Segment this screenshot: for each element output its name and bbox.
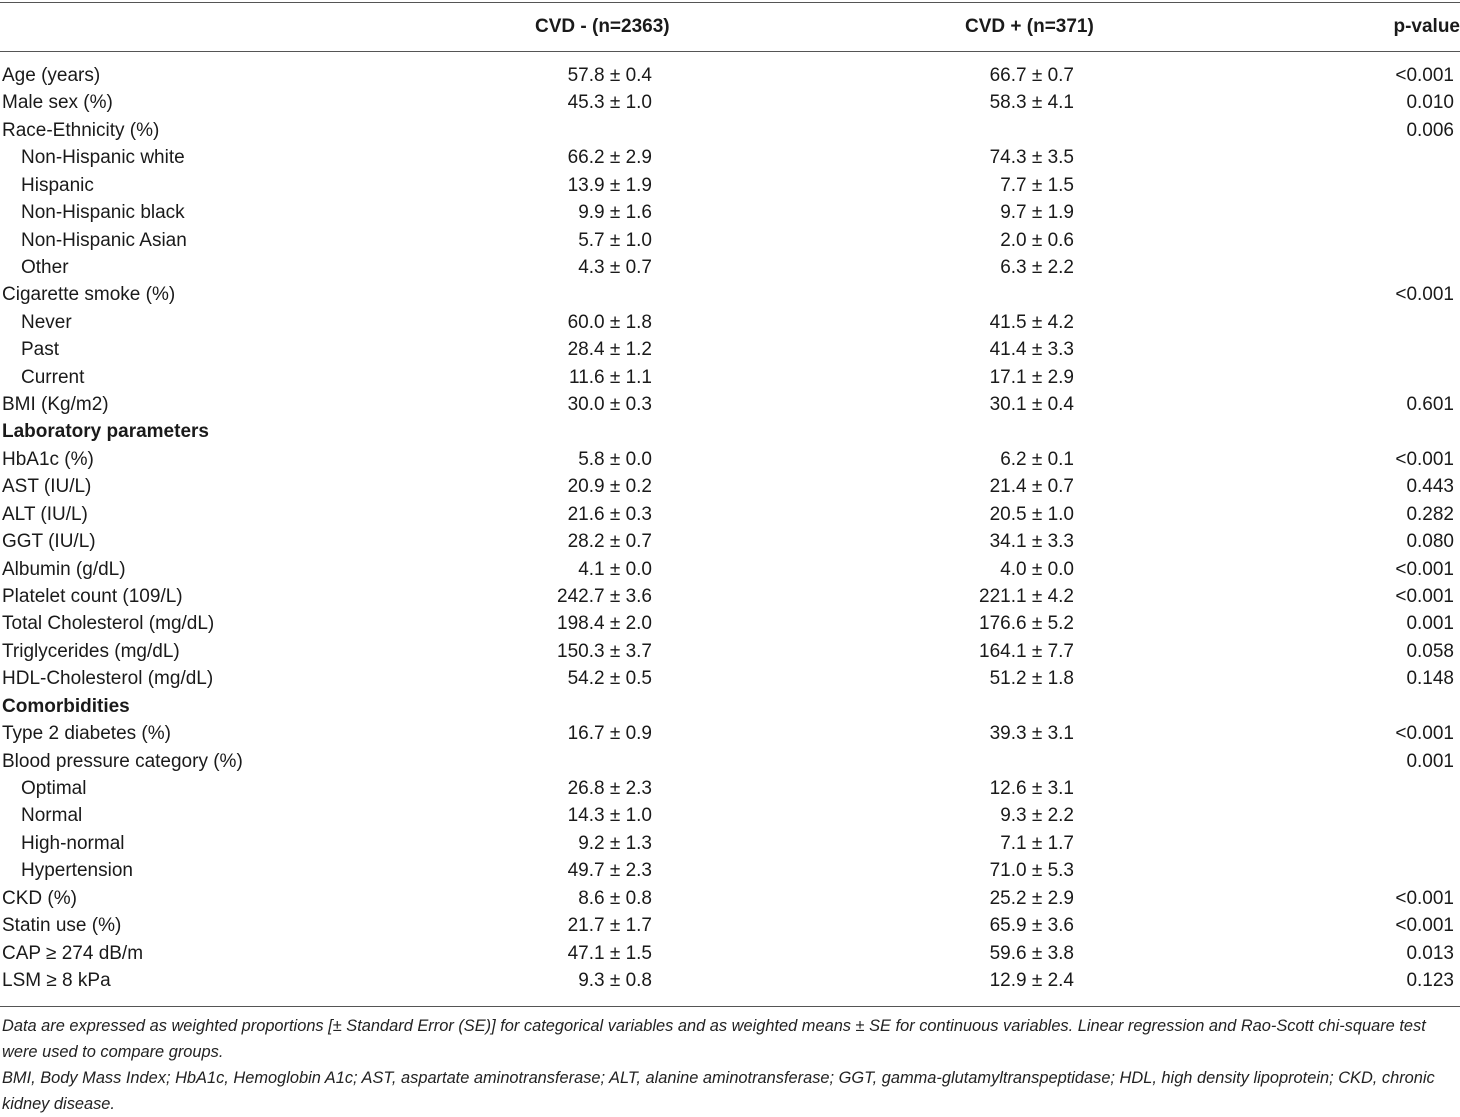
row-label: BMI (Kg/m2) xyxy=(2,394,109,416)
cvd-positive-value: 12.9 ± 2.4 xyxy=(989,969,1074,991)
cvd-positive-value: 58.3 ± 4.1 xyxy=(989,92,1074,114)
p-value: 0.443 xyxy=(1406,476,1454,498)
row-label: AST (IU/L) xyxy=(2,476,92,498)
table-row xyxy=(0,802,1460,829)
row-label: Optimal xyxy=(21,777,87,799)
cvd-positive-value: 9.7 ± 1.9 xyxy=(1000,202,1074,224)
p-value: <0.001 xyxy=(1395,284,1454,306)
table-row xyxy=(0,336,1460,363)
cvd-negative-value: 5.7 ± 1.0 xyxy=(578,229,652,251)
cvd-negative-value: 11.6 ± 1.1 xyxy=(569,366,652,388)
row-label: Never xyxy=(21,311,72,333)
table-row xyxy=(0,940,1460,967)
row-label: High-normal xyxy=(21,832,125,854)
cvd-positive-value: 65.9 ± 3.6 xyxy=(989,915,1074,937)
cvd-negative-value: 30.0 ± 0.3 xyxy=(567,394,652,416)
p-value: 0.013 xyxy=(1406,942,1454,964)
row-label: Race-Ethnicity (%) xyxy=(2,119,160,141)
cvd-positive-value: 66.7 ± 0.7 xyxy=(989,65,1074,86)
cvd-positive-value: 164.1 ± 7.7 xyxy=(979,640,1074,662)
cvd-negative-value: 198.4 ± 2.0 xyxy=(557,613,652,635)
row-label: Type 2 diabetes (%) xyxy=(2,723,171,745)
table-row xyxy=(0,830,1460,857)
p-value: <0.001 xyxy=(1395,723,1454,745)
p-value: 0.001 xyxy=(1406,613,1454,635)
p-value: <0.001 xyxy=(1395,65,1454,86)
row-label: Statin use (%) xyxy=(2,915,122,937)
table-row xyxy=(0,254,1460,281)
row-label: Age (years) xyxy=(2,65,101,86)
header-cvd-positive: CVD + (n=371) xyxy=(965,16,1094,37)
row-label: Total Cholesterol (mg/dL) xyxy=(2,613,215,635)
cvd-negative-value: 16.7 ± 0.9 xyxy=(567,723,652,745)
row-label: Past xyxy=(21,339,60,361)
table-row xyxy=(0,364,1460,391)
cvd-negative-value: 21.7 ± 1.7 xyxy=(567,915,652,937)
footnote-abbreviations: BMI, Body Mass Index; HbA1c, Hemoglobin A1c; AST, aspartate aminotransferase; ALT, alanine aminotransferase; GGT, gamma-glutamyltranspeptidase; HDL, high density lipoprotein; CKD, chronic kidney disease. xyxy=(2,1069,1435,1113)
cvd-positive-value: 6.3 ± 2.2 xyxy=(1000,256,1074,278)
section-heading-row xyxy=(0,418,1460,445)
table-row xyxy=(0,556,1460,583)
cvd-positive-value: 176.6 ± 5.2 xyxy=(979,613,1074,635)
table-row xyxy=(0,446,1460,473)
table-row xyxy=(0,62,1460,89)
row-label: Non-Hispanic white xyxy=(21,147,185,169)
cvd-negative-value: 54.2 ± 0.5 xyxy=(567,668,652,690)
row-label: ALT (IU/L) xyxy=(2,503,88,525)
p-value: 0.001 xyxy=(1406,750,1454,772)
p-value: <0.001 xyxy=(1395,558,1454,580)
cvd-negative-value: 8.6 ± 0.8 xyxy=(578,887,652,909)
row-label: Platelet count (109/L) xyxy=(2,586,183,608)
row-label: HDL-Cholesterol (mg/dL) xyxy=(2,668,214,690)
p-value: 0.006 xyxy=(1406,119,1454,141)
header-cvd-negative: CVD - (n=2363) xyxy=(535,16,670,37)
table-row xyxy=(0,610,1460,637)
cvd-negative-value: 4.1 ± 0.0 xyxy=(578,558,652,580)
table-row xyxy=(0,912,1460,939)
row-label: Normal xyxy=(21,805,83,827)
cvd-positive-value: 39.3 ± 3.1 xyxy=(989,723,1074,745)
cvd-positive-value: 12.6 ± 3.1 xyxy=(989,777,1074,799)
cvd-positive-value: 74.3 ± 3.5 xyxy=(989,147,1074,169)
p-value: 0.080 xyxy=(1406,531,1454,553)
table-row xyxy=(0,309,1460,336)
table-row xyxy=(0,227,1460,254)
cvd-negative-value: 45.3 ± 1.0 xyxy=(567,92,652,114)
p-value: <0.001 xyxy=(1395,448,1454,470)
row-label: GGT (IU/L) xyxy=(2,531,96,553)
cvd-negative-value: 9.3 ± 0.8 xyxy=(578,969,652,991)
cvd-negative-value: 28.4 ± 1.2 xyxy=(567,339,652,361)
cvd-negative-value: 47.1 ± 1.5 xyxy=(567,942,652,964)
cvd-positive-value: 59.6 ± 3.8 xyxy=(989,942,1074,964)
cvd-negative-value: 21.6 ± 0.3 xyxy=(567,503,652,525)
p-value: <0.001 xyxy=(1395,586,1454,608)
row-label: Hypertension xyxy=(21,860,133,882)
cvd-negative-value: 26.8 ± 2.3 xyxy=(567,777,652,799)
cvd-negative-value: 57.8 ± 0.4 xyxy=(567,65,652,86)
cvd-negative-value: 9.2 ± 1.3 xyxy=(578,832,652,854)
row-label: Blood pressure category (%) xyxy=(2,750,243,772)
table-row xyxy=(0,857,1460,884)
table-header-rule xyxy=(0,51,1460,52)
cvd-negative-value: 13.9 ± 1.9 xyxy=(567,174,652,196)
cvd-negative-value: 4.3 ± 0.7 xyxy=(578,256,652,278)
table-row xyxy=(0,391,1460,418)
cvd-positive-value: 17.1 ± 2.9 xyxy=(989,366,1074,388)
row-label: Non-Hispanic Asian xyxy=(21,229,187,251)
row-label: Non-Hispanic black xyxy=(21,202,185,224)
p-value: <0.001 xyxy=(1395,887,1454,909)
cvd-positive-value: 6.2 ± 0.1 xyxy=(1000,448,1074,470)
cvd-negative-value: 242.7 ± 3.6 xyxy=(557,586,652,608)
row-label: Comorbidities xyxy=(2,695,130,717)
cvd-positive-value: 25.2 ± 2.9 xyxy=(989,887,1074,909)
table-row xyxy=(0,638,1460,665)
table-row xyxy=(0,720,1460,747)
cvd-positive-value: 51.2 ± 1.8 xyxy=(989,668,1074,690)
p-value: 0.148 xyxy=(1406,668,1454,690)
p-value: 0.123 xyxy=(1406,969,1454,991)
cvd-positive-value: 4.0 ± 0.0 xyxy=(1000,558,1074,580)
p-value: 0.282 xyxy=(1406,503,1454,525)
table-row xyxy=(0,89,1460,116)
cvd-negative-value: 66.2 ± 2.9 xyxy=(567,147,652,169)
cvd-positive-value: 9.3 ± 2.2 xyxy=(1000,805,1074,827)
row-label: CAP ≥ 274 dB/m xyxy=(2,942,144,964)
table-row xyxy=(0,199,1460,226)
cvd-negative-value: 49.7 ± 2.3 xyxy=(567,860,652,882)
footnote-data-description: Data are expressed as weighted proportions [± Standard Error (SE)] for categorical variables and as weighted means ± SE for continuous variables. Linear regression and Rao-Scott chi-square test were used to compare groups. xyxy=(2,1017,1426,1061)
cvd-negative-value: 150.3 ± 3.7 xyxy=(557,640,652,662)
table-row xyxy=(0,583,1460,610)
row-label: Laboratory parameters xyxy=(2,421,209,443)
table-row xyxy=(0,528,1460,555)
row-label: Cigarette smoke (%) xyxy=(2,284,176,306)
cvd-negative-value: 60.0 ± 1.8 xyxy=(567,311,652,333)
row-label: LSM ≥ 8 kPa xyxy=(2,969,111,991)
cvd-positive-value: 21.4 ± 0.7 xyxy=(989,476,1074,498)
row-label: Triglycerides (mg/dL) xyxy=(2,640,180,662)
table-row xyxy=(0,748,1460,775)
cvd-positive-value: 30.1 ± 0.4 xyxy=(989,394,1074,416)
p-value: 0.601 xyxy=(1406,394,1454,416)
row-label: HbA1c (%) xyxy=(2,448,94,470)
cvd-negative-value: 28.2 ± 0.7 xyxy=(567,531,652,553)
table-row xyxy=(0,775,1460,802)
row-label: Hispanic xyxy=(21,174,94,196)
table-row xyxy=(0,501,1460,528)
section-heading-row xyxy=(0,693,1460,720)
cvd-positive-value: 20.5 ± 1.0 xyxy=(989,503,1074,525)
p-value: 0.010 xyxy=(1406,92,1454,114)
table-bottom-rule xyxy=(0,1006,1460,1007)
cvd-negative-value: 9.9 ± 1.6 xyxy=(578,202,652,224)
p-value: 0.058 xyxy=(1406,640,1454,662)
table-row xyxy=(0,172,1460,199)
table-row xyxy=(0,281,1460,308)
table-row xyxy=(0,885,1460,912)
cvd-positive-value: 34.1 ± 3.3 xyxy=(989,531,1074,553)
row-label: CKD (%) xyxy=(2,887,77,909)
table-row xyxy=(0,665,1460,692)
cvd-positive-value: 41.5 ± 4.2 xyxy=(989,311,1074,333)
cvd-positive-value: 7.1 ± 1.7 xyxy=(1000,832,1074,854)
header-p-value: p-value xyxy=(1393,16,1460,37)
cvd-positive-value: 71.0 ± 5.3 xyxy=(989,860,1074,882)
row-label: Other xyxy=(21,256,69,278)
table-row xyxy=(0,967,1460,994)
row-label: Male sex (%) xyxy=(2,92,113,114)
p-value: <0.001 xyxy=(1395,915,1454,937)
cvd-positive-value: 221.1 ± 4.2 xyxy=(979,586,1074,608)
cvd-negative-value: 5.8 ± 0.0 xyxy=(578,448,652,470)
table-row xyxy=(0,117,1460,144)
table-row xyxy=(0,144,1460,171)
table-top-rule xyxy=(0,2,1460,3)
cvd-positive-value: 2.0 ± 0.6 xyxy=(1000,229,1074,251)
cvd-negative-value: 20.9 ± 0.2 xyxy=(567,476,652,498)
cvd-negative-value: 14.3 ± 1.0 xyxy=(567,805,652,827)
table-body xyxy=(0,62,1460,994)
row-label: Albumin (g/dL) xyxy=(2,558,126,580)
table-row xyxy=(0,473,1460,500)
row-label: Current xyxy=(21,366,85,388)
cvd-positive-value: 41.4 ± 3.3 xyxy=(989,339,1074,361)
cvd-positive-value: 7.7 ± 1.5 xyxy=(1000,174,1074,196)
